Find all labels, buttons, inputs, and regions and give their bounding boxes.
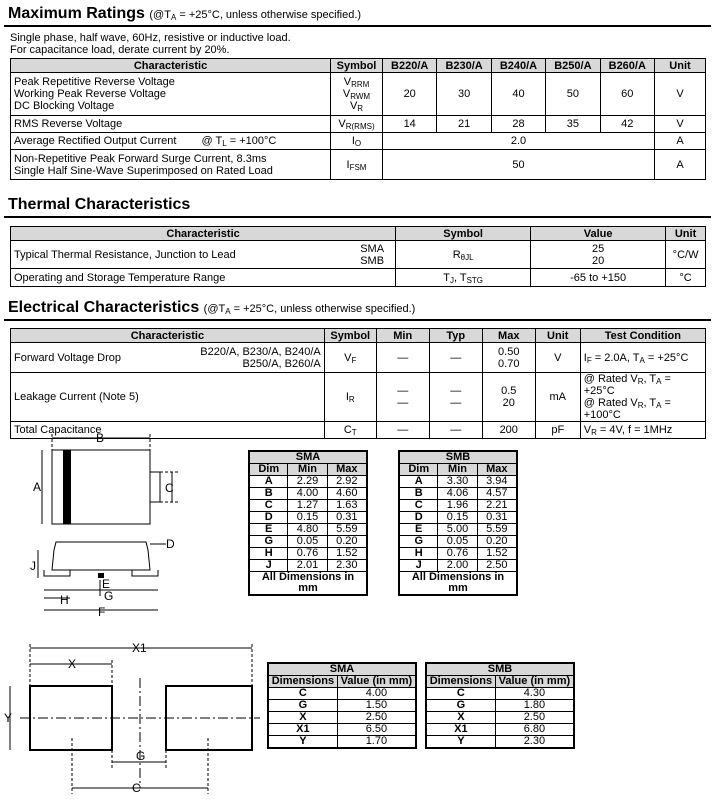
dim-value-cell: 0.76 bbox=[438, 548, 477, 560]
dim-value-cell: 0.76 bbox=[288, 548, 327, 560]
table-title: SMB bbox=[399, 451, 517, 464]
dim-label-cell: A bbox=[399, 476, 438, 488]
dim-value-cell: 2.50 bbox=[337, 712, 416, 724]
table-title: SMA bbox=[268, 663, 416, 676]
value-cell: 21 bbox=[437, 116, 491, 133]
char-cell: RMS Reverse Voltage bbox=[11, 116, 331, 133]
dim-value-cell: 4.57 bbox=[477, 488, 517, 500]
table-row bbox=[426, 736, 574, 749]
dim-value-cell: 5.59 bbox=[327, 524, 367, 536]
lead-left bbox=[44, 570, 70, 576]
max-cell: 0.50 0.70 bbox=[482, 343, 535, 373]
dim-value-cell: 1.70 bbox=[337, 736, 416, 749]
col-symbol: Symbol bbox=[324, 329, 376, 343]
conditions-note bbox=[10, 32, 291, 56]
table-row bbox=[268, 724, 416, 736]
table-row bbox=[11, 73, 706, 116]
table-footer: All Dimensions in mm bbox=[399, 572, 517, 596]
symbol-cell: $C_T$ bbox=[324, 422, 376, 439]
col-symbol: Symbol bbox=[331, 59, 383, 73]
symbol-cell: $V_F$ bbox=[324, 343, 376, 373]
dim-value-cell: 4.00 bbox=[288, 488, 327, 500]
table-row bbox=[268, 736, 416, 749]
table-row bbox=[426, 712, 574, 724]
thermal-title bbox=[8, 196, 190, 214]
typ-cell: — bbox=[429, 343, 482, 373]
value-cell: 50 bbox=[546, 73, 600, 116]
table-footer: All Dimensions in mm bbox=[249, 572, 367, 596]
symbol-cell: $R_{\theta JL}$ bbox=[396, 241, 531, 269]
section-rule bbox=[4, 216, 711, 218]
table-title: SMA bbox=[249, 451, 367, 464]
table-row bbox=[399, 500, 517, 512]
char-cell: Total Capacitance bbox=[11, 422, 325, 439]
table-row bbox=[249, 476, 367, 488]
col-max: Max bbox=[477, 464, 517, 476]
table-row bbox=[11, 150, 706, 180]
table-row bbox=[11, 133, 706, 150]
dim-label-cell: C bbox=[249, 500, 288, 512]
label-g: G bbox=[136, 749, 146, 763]
label-b: B bbox=[96, 431, 105, 445]
label-x: X bbox=[68, 657, 77, 671]
dim-value-cell: 2.30 bbox=[327, 560, 367, 572]
dim-label-cell: X1 bbox=[426, 724, 495, 736]
col-unit: Unit bbox=[666, 227, 706, 241]
dim-value-cell: 4.60 bbox=[327, 488, 367, 500]
col-min: Min bbox=[376, 329, 429, 343]
char-cell: Forward Voltage Drop bbox=[11, 343, 168, 373]
value-cell: 40 bbox=[491, 73, 545, 116]
part-cell: B220/A, B230/A, B240/A B250/A, B260/A bbox=[167, 343, 324, 373]
value-cell: 50 bbox=[383, 150, 655, 180]
max-cell: 0.5 20 bbox=[482, 373, 535, 422]
dim-value-cell: 3.30 bbox=[438, 476, 477, 488]
value-cell: 60 bbox=[600, 73, 654, 116]
value-cell: 28 bbox=[491, 116, 545, 133]
col-max: Max bbox=[327, 464, 367, 476]
dim-label-cell: E bbox=[399, 524, 438, 536]
dim-label-cell: G bbox=[249, 536, 288, 548]
label-c: C bbox=[165, 481, 174, 495]
char-cell: Operating and Storage Temperature Range bbox=[11, 269, 396, 287]
label-j: J bbox=[30, 559, 36, 573]
table-row bbox=[11, 373, 706, 422]
table-row bbox=[249, 500, 367, 512]
dim-value-cell: 0.15 bbox=[288, 512, 327, 524]
col-b250: B250/A bbox=[546, 59, 600, 73]
symbol-cell: $V_{R(RMS)}$ bbox=[331, 116, 383, 133]
max-ratings-heading: Maximum Ratings bbox=[8, 5, 145, 22]
label-c: C bbox=[132, 781, 141, 795]
sma-pad-table bbox=[267, 662, 417, 749]
electrical-table bbox=[10, 328, 706, 439]
terminal-outline bbox=[150, 472, 160, 502]
typ-cell: — bbox=[429, 422, 482, 439]
package-cell: SMA SMB bbox=[349, 241, 396, 269]
value-cell: 35 bbox=[546, 116, 600, 133]
min-cell: — — bbox=[376, 373, 429, 422]
dim-value-cell: 4.30 bbox=[495, 688, 574, 700]
table-row bbox=[11, 269, 706, 287]
value-cell: 30 bbox=[437, 73, 491, 116]
dim-value-cell: 3.94 bbox=[477, 476, 517, 488]
dim-value-cell: 2.29 bbox=[288, 476, 327, 488]
dim-value-cell: 2.00 bbox=[438, 560, 477, 572]
dim-value-cell: 1.96 bbox=[438, 500, 477, 512]
dim-value-cell: 2.50 bbox=[477, 560, 517, 572]
dim-label-cell: Y bbox=[426, 736, 495, 749]
dim-value-cell: 0.31 bbox=[477, 512, 517, 524]
max-ratings-table bbox=[10, 58, 706, 180]
dim-value-cell: 4.06 bbox=[438, 488, 477, 500]
dim-label-cell: Y bbox=[268, 736, 337, 749]
condition-cell: $V_R = 4V$, f = 1MHz bbox=[580, 422, 705, 439]
symbol-cell: $T_J$, $T_{STG}$ bbox=[396, 269, 531, 287]
typ-cell: — — bbox=[429, 373, 482, 422]
unit-cell: A bbox=[655, 133, 706, 150]
table-row bbox=[426, 688, 574, 700]
char-cell: Non-Repetitive Peak Forward Surge Current, 8.3ms Single Half Sine-Wave Superimposed on Rated Load bbox=[11, 150, 331, 180]
table-row bbox=[399, 488, 517, 500]
dim-label-cell: H bbox=[249, 548, 288, 560]
dim-value-cell: 1.52 bbox=[327, 548, 367, 560]
dim-label-cell: H bbox=[399, 548, 438, 560]
dim-value-cell: 2.30 bbox=[495, 736, 574, 749]
table-row bbox=[399, 476, 517, 488]
col-b260: B260/A bbox=[600, 59, 654, 73]
dim-value-cell: 2.21 bbox=[477, 500, 517, 512]
dim-value-cell: 6.80 bbox=[495, 724, 574, 736]
max-cell: 200 bbox=[482, 422, 535, 439]
dim-label-cell: D bbox=[399, 512, 438, 524]
dim-label-cell: G bbox=[399, 536, 438, 548]
dim-value-cell: 5.00 bbox=[438, 524, 477, 536]
value-cell: 14 bbox=[383, 116, 437, 133]
dim-label-cell: G bbox=[426, 700, 495, 712]
cathode-band bbox=[63, 450, 71, 524]
unit-cell: °C bbox=[666, 269, 706, 287]
label-e: E bbox=[102, 577, 111, 591]
thermal-heading: Thermal Characteristics bbox=[8, 196, 191, 213]
condition-line: Single phase, half wave, 60Hz, resistive or inductive load. bbox=[10, 32, 291, 44]
dim-value-cell: 5.59 bbox=[477, 524, 517, 536]
col-dim: Dim bbox=[249, 464, 288, 476]
dim-label-cell: C bbox=[399, 500, 438, 512]
char-cell: Peak Repetitive Reverse Voltage Working Peak Reverse Voltage DC Blocking Voltage bbox=[11, 73, 331, 116]
col-symbol: Symbol bbox=[396, 227, 531, 241]
electrical-note: ($@T_A = +25^\circ C$, unless otherwise specified.) bbox=[203, 303, 416, 316]
table-title: SMB bbox=[426, 663, 574, 676]
col-characteristic: Characteristic bbox=[11, 59, 331, 73]
col-min: Min bbox=[288, 464, 327, 476]
symbol-cell: $I_R$ bbox=[324, 373, 376, 422]
section-rule bbox=[4, 25, 711, 27]
label-y: Y bbox=[4, 711, 13, 725]
label-f: F bbox=[98, 605, 106, 619]
col-value: Value (in mm) bbox=[337, 676, 416, 688]
table-row bbox=[249, 488, 367, 500]
col-b240: B240/A bbox=[491, 59, 545, 73]
value-cell: 2.0 bbox=[383, 133, 655, 150]
dim-value-cell: 1.52 bbox=[477, 548, 517, 560]
dim-value-cell: 0.20 bbox=[477, 536, 517, 548]
dim-label-cell: J bbox=[399, 560, 438, 572]
table-row bbox=[268, 712, 416, 724]
dim-value-cell: 0.05 bbox=[288, 536, 327, 548]
table-row bbox=[11, 116, 706, 133]
table-row bbox=[249, 524, 367, 536]
dim-label-cell: B bbox=[249, 488, 288, 500]
table-row bbox=[399, 512, 517, 524]
dim-value-cell: 2.92 bbox=[327, 476, 367, 488]
unit-cell: V bbox=[655, 116, 706, 133]
dim-label-cell: D bbox=[249, 512, 288, 524]
dim-value-cell: 1.80 bbox=[495, 700, 574, 712]
col-min: Min bbox=[438, 464, 477, 476]
char-cell: Average Rectified Output Current @ $T_L = +100^\circ C$ bbox=[11, 133, 331, 150]
table-row bbox=[11, 241, 706, 269]
min-cell: — bbox=[376, 343, 429, 373]
table-row bbox=[426, 724, 574, 736]
col-dimensions: Dimensions bbox=[268, 676, 337, 688]
label-g: G bbox=[104, 589, 114, 603]
dim-value-cell: 2.50 bbox=[495, 712, 574, 724]
smb-pad-table bbox=[425, 662, 575, 749]
table-row bbox=[399, 536, 517, 548]
table-row bbox=[11, 343, 706, 373]
col-characteristic: Characteristic bbox=[11, 329, 325, 343]
sma-dimension-table bbox=[248, 450, 368, 596]
unit-cell: V bbox=[655, 73, 706, 116]
dim-label-cell: A bbox=[249, 476, 288, 488]
dim-value-cell: 0.20 bbox=[327, 536, 367, 548]
dim-value-cell: 6.50 bbox=[337, 724, 416, 736]
dim-value-cell: 0.31 bbox=[327, 512, 367, 524]
label-h: H bbox=[60, 593, 69, 607]
dim-label-cell: X1 bbox=[268, 724, 337, 736]
col-max: Max bbox=[482, 329, 535, 343]
table-row bbox=[249, 536, 367, 548]
col-typ: Typ bbox=[429, 329, 482, 343]
package-outline-drawing bbox=[0, 430, 240, 620]
col-unit: Unit bbox=[655, 59, 706, 73]
table-row bbox=[249, 548, 367, 560]
table-row bbox=[399, 548, 517, 560]
dim-value-cell: 4.80 bbox=[288, 524, 327, 536]
condition-cell: @ Rated $V_R$, $T_A = +25^\circ C$ @ Rated $V_R$, $T_A = +100^\circ C$ bbox=[580, 373, 705, 422]
side-body bbox=[52, 542, 150, 570]
unit-cell: V bbox=[535, 343, 580, 373]
table-row bbox=[426, 700, 574, 712]
dim-label-cell: E bbox=[249, 524, 288, 536]
lead-right bbox=[132, 570, 158, 576]
max-ratings-note: ($@T_A = +25^\circ C$, unless otherwise specified.) bbox=[149, 9, 362, 22]
value-cell: 42 bbox=[600, 116, 654, 133]
col-value: Value (in mm) bbox=[495, 676, 574, 688]
dim-label-cell: X bbox=[426, 712, 495, 724]
table-row bbox=[268, 700, 416, 712]
symbol-cell: $I_{FSM}$ bbox=[331, 150, 383, 180]
thermal-table bbox=[10, 226, 706, 287]
dim-label-cell: J bbox=[249, 560, 288, 572]
char-cell: Typical Thermal Resistance, Junction to Lead bbox=[11, 241, 350, 269]
dim-label-cell: C bbox=[426, 688, 495, 700]
unit-cell: pF bbox=[535, 422, 580, 439]
pad-layout-drawing bbox=[0, 638, 260, 798]
electrical-title bbox=[8, 299, 415, 317]
value-cell: 25 20 bbox=[531, 241, 666, 269]
col-b220: B220/A bbox=[383, 59, 437, 73]
unit-cell: mA bbox=[535, 373, 580, 422]
col-b230: B230/A bbox=[437, 59, 491, 73]
table-row bbox=[249, 560, 367, 572]
symbol-cell: $V_{RRM}$ $V_{RWM}$ $V_R$ bbox=[331, 73, 383, 116]
label-x1: X1 bbox=[132, 641, 147, 655]
condition-cell: $I_F = 2.0A$, $T_A = +25^\circ C$ bbox=[580, 343, 705, 373]
table-row bbox=[268, 688, 416, 700]
symbol-cell: $I_O$ bbox=[331, 133, 383, 150]
max-ratings-title bbox=[8, 5, 361, 23]
dim-value-cell: 1.50 bbox=[337, 700, 416, 712]
col-value: Value bbox=[531, 227, 666, 241]
dim-label-cell: X bbox=[268, 712, 337, 724]
dim-value-cell: 0.15 bbox=[438, 512, 477, 524]
label-a: A bbox=[33, 480, 42, 494]
electrical-heading: Electrical Characteristics bbox=[8, 299, 200, 316]
dim-value-cell: 1.63 bbox=[327, 500, 367, 512]
col-test-condition: Test Condition bbox=[580, 329, 705, 343]
condition-line: For capacitance load, derate current by 20%. bbox=[10, 44, 230, 56]
col-characteristic: Characteristic bbox=[11, 227, 396, 241]
label-d: D bbox=[166, 537, 175, 551]
table-row bbox=[249, 512, 367, 524]
min-cell: — bbox=[376, 422, 429, 439]
dim-value-cell: 0.05 bbox=[438, 536, 477, 548]
smb-dimension-table bbox=[398, 450, 518, 596]
dim-label-cell: B bbox=[399, 488, 438, 500]
dim-label-cell: C bbox=[268, 688, 337, 700]
value-cell: -65 to +150 bbox=[531, 269, 666, 287]
section-rule bbox=[4, 319, 711, 321]
table-row bbox=[399, 524, 517, 536]
char-cell: Leakage Current (Note 5) bbox=[11, 373, 325, 422]
col-dimensions: Dimensions bbox=[426, 676, 495, 688]
dim-value-cell: 2.01 bbox=[288, 560, 327, 572]
dim-value-cell: 1.27 bbox=[288, 500, 327, 512]
col-unit: Unit bbox=[535, 329, 580, 343]
table-row bbox=[399, 560, 517, 572]
unit-cell: °C/W bbox=[666, 241, 706, 269]
value-cell: 20 bbox=[383, 73, 437, 116]
dim-label-cell: G bbox=[268, 700, 337, 712]
col-dim: Dim bbox=[399, 464, 438, 476]
dim-value-cell: 4.00 bbox=[337, 688, 416, 700]
unit-cell: A bbox=[655, 150, 706, 180]
